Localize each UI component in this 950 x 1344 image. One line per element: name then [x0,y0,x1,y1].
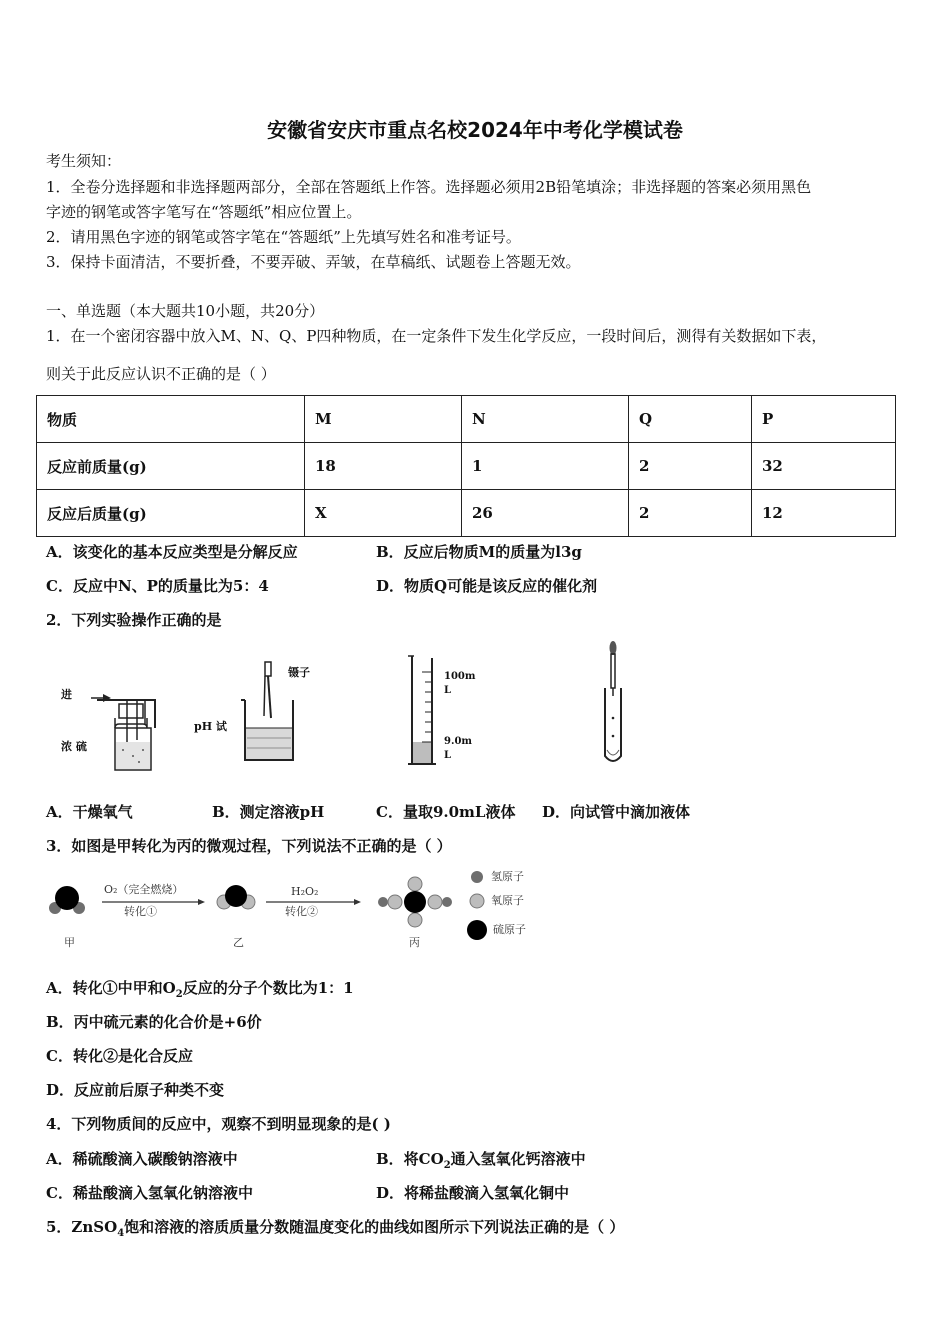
fig-label-100ml: 100m [444,671,476,682]
gas-washing-bottle-figure [55,680,175,775]
q1-option-b: B．反应后物质M的质量为l3g [376,543,582,561]
arrow1-top-label: O₂（完全燃烧） [104,883,184,896]
fig-label-l2: L [444,750,452,761]
legend-hydrogen: 氢原子 [491,870,524,883]
graduated-cylinder-figure [400,652,440,770]
table-cell: 反应前质量(g) [37,443,305,490]
hydrogen-atom [378,897,388,907]
q2-option-d: D．向试管中滴加液体 [542,803,691,821]
table-cell: 12 [752,490,896,537]
table-cell: 反应后质量(g) [37,490,305,537]
hydrogen-atom [442,897,452,907]
legend-hydrogen-swatch [471,871,483,883]
q3-option-c: C．转化②是化合反应 [46,1047,193,1065]
table-cell: P [752,396,896,443]
fig-label-l1: L [444,685,452,696]
table-cell: 1 [462,443,629,490]
fig-label-in: 进 [61,688,72,701]
q3-stem: 3．如图是甲转化为丙的微观过程，下列说法不正确的是（ ） [46,837,452,855]
sulfur-atom [55,886,79,910]
q2-option-c: C．量取9.0mL液体 [376,803,516,821]
table-cell: 2 [629,443,752,490]
arrow2-top-label: H₂O₂ [291,885,319,898]
q1-option-d: D．物质Q可能是该反应的催化剂 [376,577,598,595]
q3-option-a: A．转化①中甲和$O_2$反应的分子个数比为1：1 [46,979,354,1000]
oxygen-atom [428,895,442,909]
notice-line-1a: 1．全卷分选择题和非选择题两部分，全部在答题纸上作答。选择题必须用2B铅笔填涂；非选择题的答案必须用黑色 [46,178,812,196]
notice-line-3: 3．保持卡面清洁，不要折叠，不要弄破、弄皱，在草稿纸、试题卷上答题无效。 [46,253,581,271]
q1-stem-a: 1．在一个密闭容器中放入M、N、Q、P四种物质，在一定条件下发生化学反应，一段时间后，测得有关数据如下表， [46,327,827,345]
table-cell: Q [629,396,752,443]
oxygen-atom [388,895,402,909]
sulfur-atom [404,891,426,913]
notice-line-2: 2．请用黑色字迹的钢笔或答字笔在“答题纸”上先填写姓名和准考证号。 [46,228,521,246]
legend-oxygen-swatch [470,894,484,908]
q1-option-c: C．反应中N、P的质量比为5：4 [46,577,269,595]
q2-stem: 2．下列实验操作正确的是 [46,611,222,629]
q2-option-a: A．干燥氧气 [46,803,133,821]
table-cell: M [305,396,462,443]
arrow1-bottom-label: 转化① [124,905,157,918]
table-cell: 物质 [37,396,305,443]
section-heading: 一、单选题（本大题共10小题，共20分） [46,302,325,320]
page-title: 安徽省安庆市重点名校2024年中考化学模试卷 [267,118,683,142]
legend-sulfur: 硫原子 [493,923,526,936]
table-cell: 26 [462,490,629,537]
q5-stem: 5．ZnSO$_4$饱和溶液的溶质质量分数随温度变化的曲线如图所示下列说法正确的是（ ） [46,1218,625,1239]
table-row [37,443,896,490]
label-bing: 丙 [409,936,420,949]
notice-line-1b: 字迹的钢笔或答字笔写在“答题纸”相应位置上。 [46,203,362,221]
table-cell: 2 [629,490,752,537]
q1-stem-b: 则关于此反应认识不正确的是（ ） [46,365,276,383]
q3-option-b: B．丙中硫元素的化合价是+6价 [46,1013,262,1031]
label-jia: 甲 [64,936,75,949]
legend-oxygen: 氧原子 [491,894,524,907]
fig-label-tongs: 镊子 [288,666,310,679]
q4-option-d: D．将稀盐酸滴入氢氧化铜中 [376,1184,570,1202]
fig-label-9ml: 9.0m [444,736,472,747]
q4-stem: 4．下列物质间的反应中，观察不到明显现象的是( ) [46,1115,391,1133]
q1-data-table [36,395,896,537]
table-cell: 32 [752,443,896,490]
q3-option-d: D．反应前后原子种类不变 [46,1081,225,1099]
q2-option-b: B．测定溶液pH [212,803,325,821]
table-cell: 18 [305,443,462,490]
dropper-test-tube-figure [598,638,628,768]
q4-option-c: C．稀盐酸滴入氢氧化钠溶液中 [46,1184,253,1202]
notice-heading: 考生须知： [46,152,122,170]
oxygen-atom [408,913,422,927]
q1-option-a: A．该变化的基本反应类型是分解反应 [46,543,298,561]
fig-label-acid: 浓 硫 [61,740,87,753]
sulfur-atom [225,885,247,907]
table-cell: N [462,396,629,443]
table-cell: X [305,490,462,537]
label-yi: 乙 [233,936,244,949]
table-row [37,396,896,443]
q4-option-a: A．稀硫酸滴入碳酸钠溶液中 [46,1150,238,1168]
legend-sulfur-swatch [467,920,487,940]
q4-option-b: B．将$CO_2$通入氢氧化钙溶液中 [376,1150,586,1171]
fig-label-ph: pH 试 [194,720,227,733]
oxygen-atom [408,877,422,891]
arrow2-bottom-label: 转化② [285,905,318,918]
table-row [37,490,896,537]
